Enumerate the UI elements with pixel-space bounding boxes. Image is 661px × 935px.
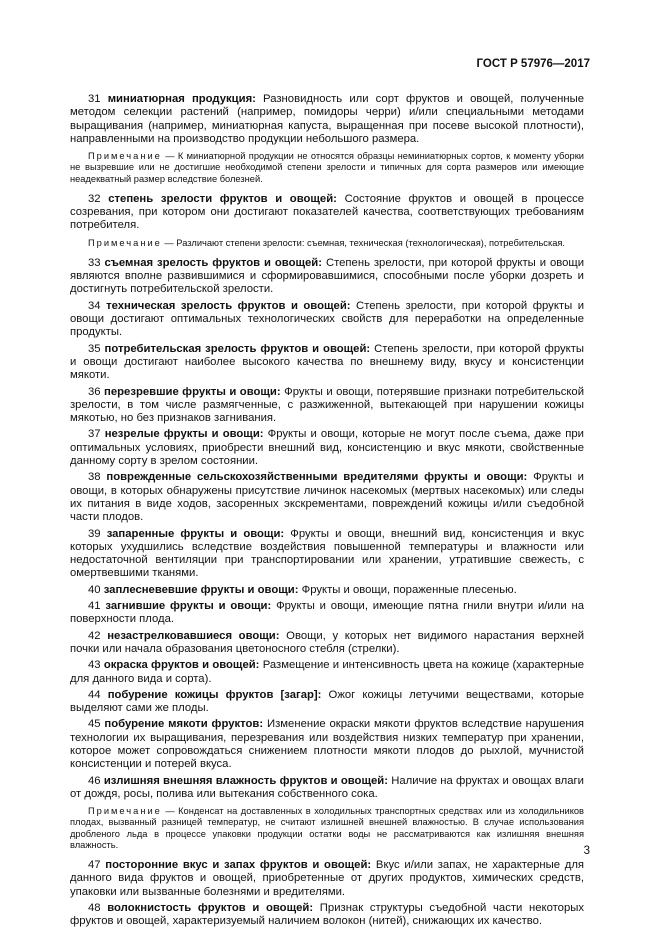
term-42: 42 незастрелковавшиеся овощи: Овощи, у которых нет видимого нарастания верхней почки или начала образования цветоносного стебля (стрелки). — [70, 629, 585, 655]
term-46: 46 излишняя внешняя влажность фруктов и овощей: Наличие на фруктах и овощах влаги от дождя, росы, полива или вытекания собственного сока. — [70, 774, 584, 800]
term-32: 32 степень зрелости фруктов и овощей: Состояние фруктов и овощей в процессе созревания, при котором они достигают показателей качества, соответствующих требованиям потребителя. — [70, 192, 585, 232]
term-41: 41 загнившие фрукты и овощи: Фрукты и овощи, имеющие пятна гнили внутри и/или на поверхности плода. — [70, 600, 584, 626]
term-31: 31 миниатюрная продукция: Разновидность или сорт фруктов и овощей, полученные методом селекции растений (например, помидоры черри) и/или специальными методами выращивания (например, миниатюрная капуста, выращенная при посеве высокой плотности), направленными на производство продукции небольшого размера. — [70, 93, 584, 145]
term-48: 48 волокнистость фруктов и овощей: Признак структуры съедобной части некоторых фруктов и овощей, характеризуемый наличием волокон (нитей), снижающих их качество. — [70, 901, 585, 928]
term-45: 45 побурение мякоти фруктов: Изменение окраски мякоти фруктов вследствие нарушения технологии их выращивания, перезревания или воздействия низких температур при хранении, которое может сопровождаться снижением плотности мякоти плодов до рыхлой, мучнистой консистенции и потерей вкуса. — [70, 718, 585, 771]
term-44: 44 побурение кожицы фруктов [загар]: Ожог кожицы летучими веществами, которые выделяют сами же плоды. — [70, 688, 585, 715]
term-34: 34 техническая зрелость фруктов и овощей: Степень зрелости, при которой фрукты и овощи достигают оптимальных технологических свойств для переработки на определенные продукты. — [70, 299, 585, 339]
term-38: 38 поврежденные сельскохозяйственными вредителями фрукты и овощи: Фрукты и овощи, в которых обнаружены присутствие личинок насекомых (мертвых насекомых) или следы их питания в виде ходов, засоренных экскрементами, повреждений кожицы и/или съедобной части плодов. — [70, 471, 584, 524]
document-code: ГОСТ Р 57976—2017 — [476, 58, 590, 70]
page-number: 3 — [583, 845, 590, 857]
term-43: 43 окраска фруктов и овощей: Размещение и интенсивность цвета на кожице (характерные для данного вида и сорта). — [70, 659, 584, 685]
term-39: 39 запаренные фрукты и овощи: Фрукты и овощи, внешний вид, консистенция и вкус которых ухудшились вследствие воздействия повышенной температуры и влажности или недостаточной вентиляции при транспортировании или хранении, утратившие свежесть, с омертвевшими тканями. — [70, 527, 584, 580]
term-47: 47 посторонние вкус и запах фруктов и овощей: Вкус и/или запах, не характерные для данного вида фруктов и овощей, приобретенные от других продуктов, химических средств, упаковки или вызванные болезнями и вредителями. — [70, 858, 585, 898]
term-35: 35 потребительская зрелость фруктов и овощей: Степень зрелости, при которой фрукты и овощи достигают наиболее высокого качества по внешнему виду, вкусу и консистенции мякоти. — [70, 342, 585, 382]
document-body — [70, 93, 584, 931]
term-33: 33 съемная зрелость фруктов и овощей: Степень зрелости, при которой фрукты и овощи являются вполне развившимися и сформировавшимися, способными после уборки дозреть и достигнуть потребительской зрелости. — [70, 256, 585, 296]
term-36: 36 перезревшие фрукты и овощи: Фрукты и овощи, потерявшие признаки потребительской зрелости, в том числе размягченные, с разжиженной, вытекающей при нарушении кожицы мякотью, но без признаков загнивания. — [70, 385, 585, 425]
note-46: Примечание — Конденсат на доставленных в холодильных транспортных средствах или из холодильников плодах, вызванный разницей температур, не считают излишней внешней влажностью. В случае использования дробленого льда в процессе упаковки продукции остатки воды не рассматриваются как излишняя внешняя влажность. — [70, 806, 584, 850]
term-40: 40 заплесневевшие фрукты и овощи: Фрукты и овощи, пораженные плесенью. — [88, 583, 517, 596]
note-32: Примечание — Различают степени зрелости: съемная, техническая (технологическая), потребительская. — [88, 237, 565, 248]
term-37: 37 незрелые фрукты и овощи: Фрукты и овощи, которые не могут после съема, даже при оптимальных условиях, приобрести внешний вид, консистенцию и вкус мякоти, свойственные данному сорту в зрелом состоянии. — [70, 428, 584, 468]
note-31: Примечание — К миниатюрной продукции не относятся образцы неминиатюрных сортов, к моменту уборки не вызревшие или не достигшие необходимой степени зрелости и типичных для сорта размеров или имеющие неадекватный размер вследствие болезней. — [70, 151, 584, 184]
